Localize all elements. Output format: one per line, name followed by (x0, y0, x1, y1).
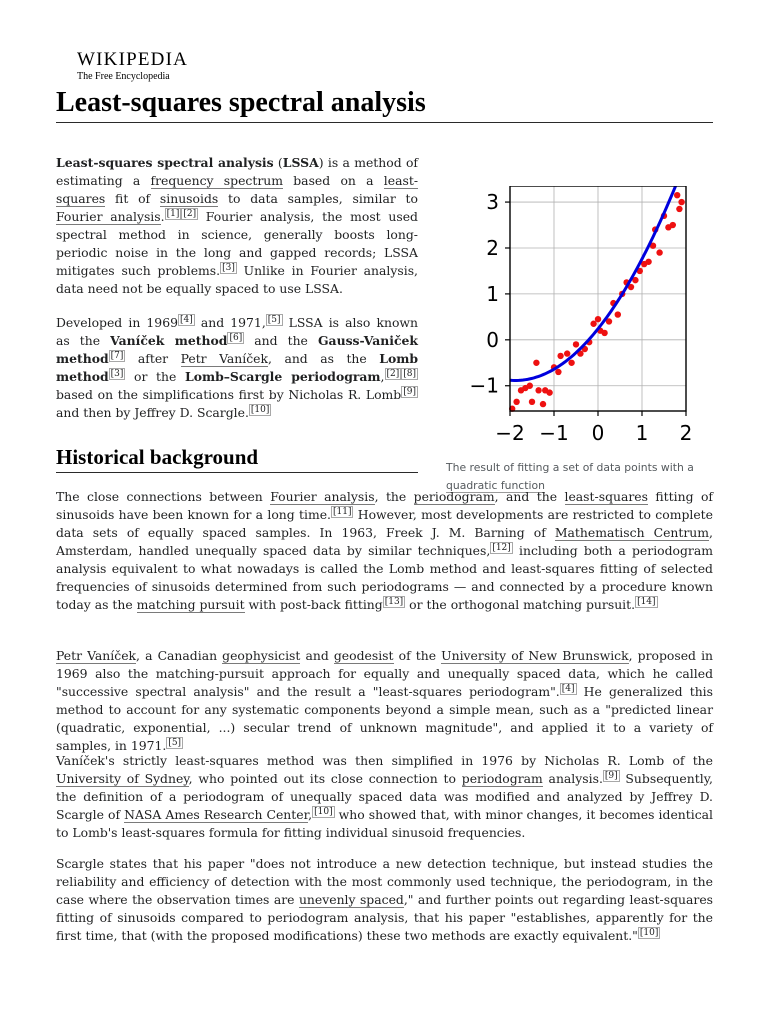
logo-tagline: The Free Encyclopedia (77, 71, 170, 82)
link-least-squares[interactable]: least-squares (564, 489, 648, 504)
citation-ref[interactable]: [10] (639, 928, 659, 938)
x-tick-label: 2 (679, 421, 693, 445)
link-petr-vanicek[interactable]: Petr Vaníček (56, 648, 137, 663)
data-point (645, 259, 651, 265)
link-geodesist[interactable]: geodesist (333, 648, 394, 663)
quadratic-fit-chart (444, 186, 714, 448)
link-mathematisch-centrum[interactable]: Mathematisch Centrum (554, 525, 710, 540)
y-tick-label: −1 (469, 373, 499, 398)
logo-wordmark: WIKIPEDIA (77, 49, 189, 70)
citation-ref[interactable]: [4] (561, 684, 575, 694)
citation-ref[interactable]: [9] (403, 387, 416, 397)
data-point (676, 206, 682, 212)
link-periodogram[interactable]: periodogram (413, 489, 495, 504)
citation-ref[interactable]: [9] (604, 771, 618, 781)
link-periodogram[interactable]: periodogram (461, 771, 543, 786)
link-nasa-ames-research-center[interactable]: NASA Ames Research Center (124, 807, 309, 822)
link-least-squares[interactable]: least-squares (56, 173, 419, 206)
figure-caption: The result of fitting a set of data points with a quadratic function (446, 461, 694, 492)
citation-ref[interactable]: [5] (168, 738, 182, 748)
x-tick-label: 1 (635, 421, 649, 445)
link-fourier-analysis[interactable]: Fourier analysis (270, 489, 375, 504)
y-tick-label: 0 (486, 327, 499, 352)
data-point (615, 311, 621, 317)
history-paragraph-1: The close connections between Fourier analysis, the periodogram, and the least-squares fitting of sinusoids have been known for a long time. [11] However, most developments are restricted to complete data sets of equally spaced samples. In 1963, Freek J. M. Barning of Mathematisch Centrum, Amsterdam, handled unequally spaced data by similar techniques, [12] including both a periodogram analysis equivalent to what nowadays is called the Lomb method and least-squares fitting of selected frequencies of sinusoids determined from such periodograms — and connected by a procedure known today as the matching pursuit with post-back fitting [13] or the orthogonal matching pursuit. [14] (56, 489, 713, 612)
data-point (533, 360, 539, 366)
data-point (529, 399, 535, 405)
x-tick-label: −2 (495, 421, 525, 445)
citation-ref[interactable]: [2] (183, 209, 197, 219)
citation-ref[interactable]: [3] (222, 263, 235, 273)
link-quadratic-function[interactable]: quadratic function (446, 479, 545, 492)
data-point (678, 199, 684, 205)
x-tick-label: −1 (539, 421, 569, 445)
y-tick-label: 2 (486, 235, 499, 260)
bold-term: Least-squares spectral analysis (56, 155, 274, 170)
link-university-of-sydney[interactable]: University of Sydney (56, 771, 189, 786)
y-tick-label: 3 (486, 190, 499, 215)
citation-ref[interactable]: [8] (403, 369, 416, 379)
citation-ref[interactable]: [7] (110, 351, 124, 361)
data-point (601, 330, 607, 336)
data-point (540, 401, 546, 407)
history-paragraph-2: Petr Vaníček, a Canadian geophysicist and geodesist of the University of New Brunswick, proposed in 1969 also the matching-pursuit approach for equally and unequally spaced data, which he called "successive spectral analysis" and the result a "least-squares periodogram". [4] He generalized this method to account for any systematic components beyond a simple mean, such as a "predicted linear (quadratic, exponential, ...) secular trend of unknown magnitude", and applied it to a variety of samples, in 1971. [5] (56, 648, 714, 753)
history-paragraph-4: Scargle states that his paper "does not introduce a new detection technique, but instead studies the reliability and efficiency of detection with the most commonly used technique, the periodogram, in the case where the observation times are unevenly spaced," and further points out regarding least-squares fitting of sinusoids compared to periodogram analysis, that his paper "establishes, apparently for the first time, that (with the proposed modifications) these two methods are exactly equivalent." [10] (56, 856, 714, 943)
link-matching-pursuit[interactable]: matching pursuit (136, 597, 245, 612)
bold-term: Lomb–Scargle periodogram (184, 369, 381, 384)
citation-ref[interactable]: [5] (267, 315, 281, 325)
data-point (555, 369, 561, 375)
citation-ref[interactable]: [11] (332, 507, 352, 517)
history-paragraph-3: Vaníček's strictly least-squares method was then simplified in 1976 by Nicholas R. Lomb of the University of Sydney, who pointed out its close connection to periodogram analysis. [9] Subsequently, the definition of a periodogram of unequally spaced data was modified and analyzed by Jeffrey D. Scargle of NASA Ames Research Center, [10] who showed that, with minor changes, it becomes identical to Lomb's least-squares formula for fitting individual sinusoid frequencies. (56, 753, 713, 840)
citation-ref[interactable]: [6] (229, 333, 243, 343)
wikipedia-logo[interactable] (77, 49, 188, 83)
link-unevenly-spaced[interactable]: unevenly spaced (298, 892, 404, 907)
data-point (656, 249, 662, 255)
citation-ref[interactable]: [2] (386, 369, 400, 379)
link-petr-vanicek[interactable]: Petr Vaníček (180, 351, 269, 366)
bold-term: Vaníček method (110, 333, 228, 348)
x-tick-label: 0 (591, 421, 605, 445)
bold-term: LSSA (282, 155, 319, 170)
page-title: Least-squares spectral analysis (56, 84, 713, 123)
data-point (557, 353, 563, 359)
data-point (546, 389, 552, 395)
citation-ref[interactable]: [3] (110, 369, 124, 379)
section-heading-historical-background: Historical background (56, 442, 418, 473)
citation-ref[interactable]: [12] (492, 543, 511, 553)
data-point (573, 341, 579, 347)
citation-ref[interactable]: [10] (250, 405, 270, 415)
bold-term: Gauss-Vaniček method (56, 333, 418, 366)
link-geophysicist[interactable]: geophysicist (222, 648, 301, 663)
data-point (535, 387, 541, 393)
link-university-of-new-brunswick[interactable]: University of New Brunswick (441, 648, 629, 663)
citation-ref[interactable]: [10] (314, 807, 333, 817)
data-point (674, 192, 680, 198)
data-point (568, 360, 574, 366)
intro-paragraph-1: Least-squares spectral analysis (LSSA) is a method of estimating a frequency spectrum based on a least-squares fit of sinusoids to data samples, similar to Fourier analysis. [1] [2] Fourier analysis, the most used spectral method in science, generally boosts long-periodic noise in the long and gapped records; LSSA mitigates such problems. [3] Unlike in Fourier analysis, data need not be equally spaced to use LSSA. (56, 155, 419, 296)
data-point (670, 222, 676, 228)
data-point (527, 383, 533, 389)
citation-ref[interactable]: [14] (637, 597, 656, 607)
data-point (564, 350, 570, 356)
citation-ref[interactable]: [4] (179, 315, 193, 325)
data-point (513, 399, 519, 405)
link-fourier-analysis[interactable]: Fourier analysis (56, 209, 161, 224)
data-point (595, 316, 601, 322)
quadratic-fit-figure[interactable] (444, 186, 714, 448)
citation-ref[interactable]: [13] (384, 597, 404, 607)
link-frequency-spectrum[interactable]: frequency spectrum (150, 173, 283, 188)
y-tick-label: 1 (486, 281, 499, 306)
citation-ref[interactable]: [1] (166, 209, 180, 219)
link-sinusoids[interactable]: sinusoids (159, 191, 219, 206)
bold-term: Lomb method (56, 351, 418, 384)
intro-paragraph-2: Developed in 1969 [4] and 1971, [5] LSSA is also known as the Vaníček method [6] and the Gauss-Vaniček method [7] after Petr Vaníček, and as the Lomb method [3] or the Lomb–Scargle periodogram, [2] [8] based on the simplifications first by Nicholas R. Lomb [9] and then by Jeffrey D. Scargle. [10] (56, 315, 419, 420)
